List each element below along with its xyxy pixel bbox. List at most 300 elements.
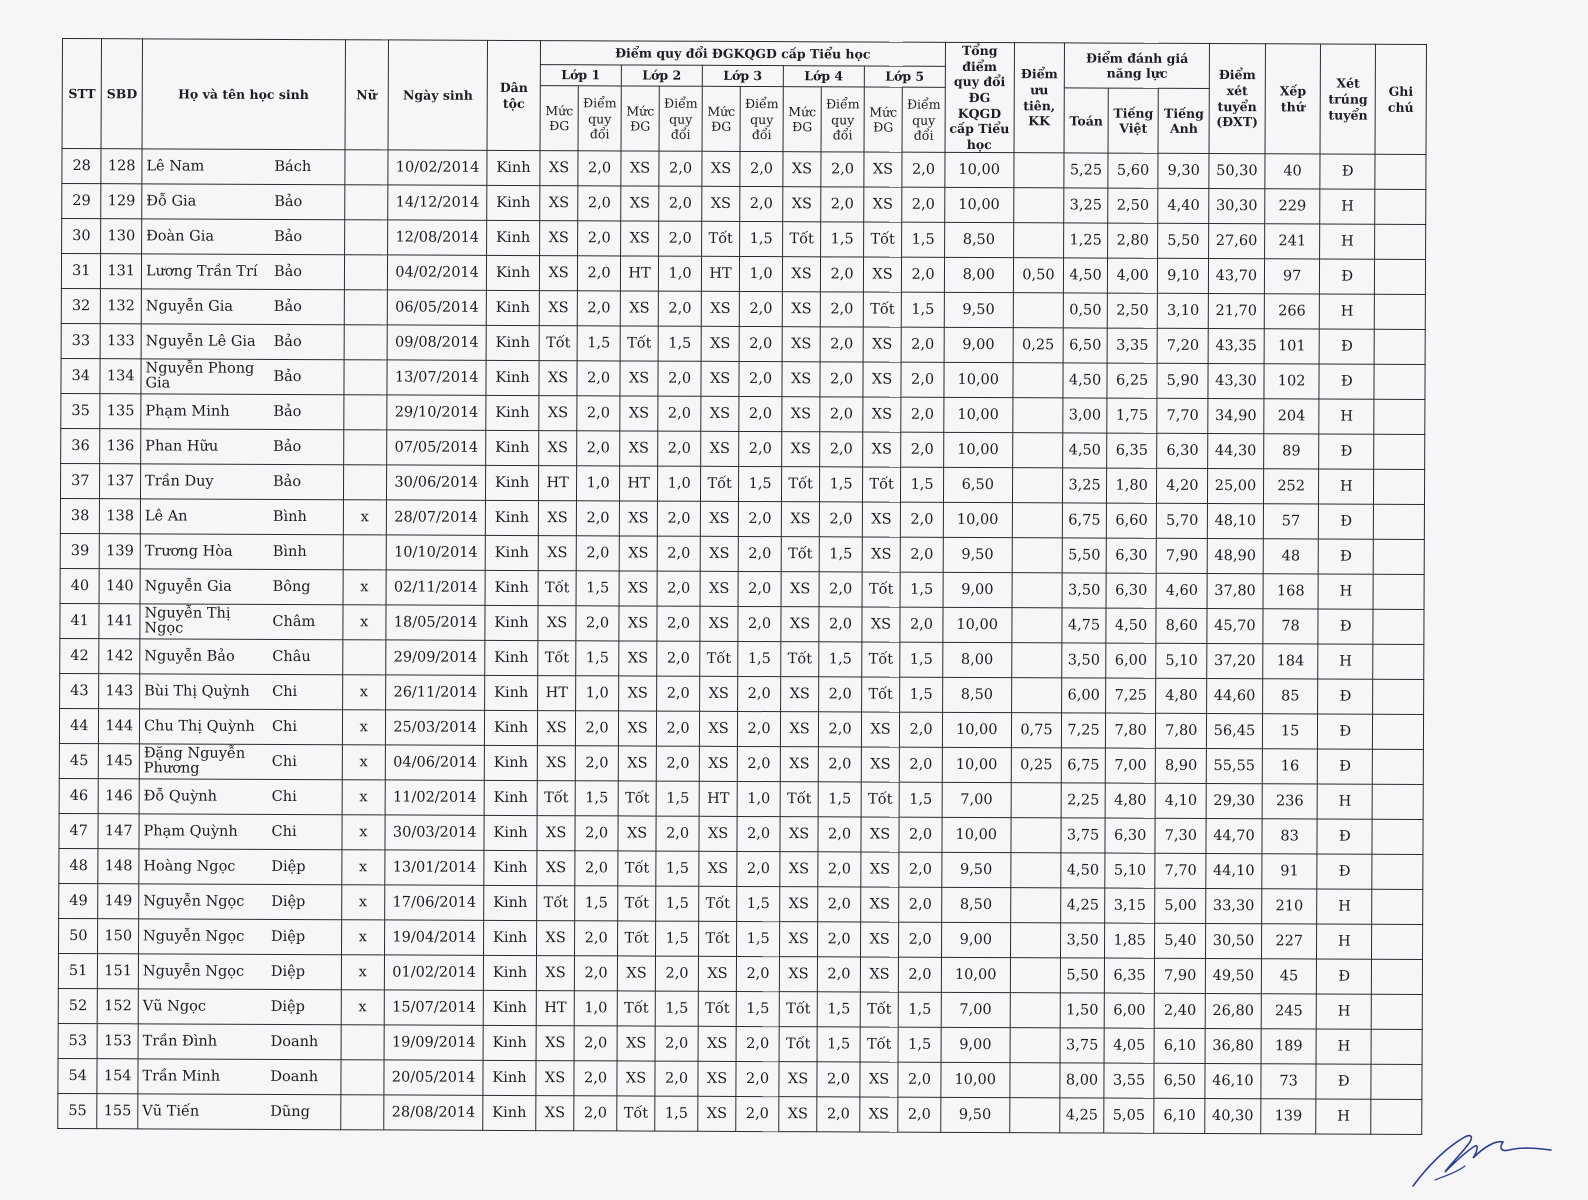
cell-dan-toc: Kinh xyxy=(487,221,540,256)
cell-ho-ten xyxy=(141,359,344,395)
student-given-name: Diệp xyxy=(271,859,306,876)
cell-lop2-muc: XS xyxy=(620,396,659,431)
cell-xep-thu: 45 xyxy=(1261,959,1317,994)
cell-lop3-diem: 2,0 xyxy=(737,817,780,852)
cell-toan: 0,50 xyxy=(1064,293,1108,328)
cell-lop2-muc: XS xyxy=(618,676,657,711)
cell-nu xyxy=(344,185,388,220)
cell-lop3-diem: 1,5 xyxy=(738,642,781,677)
cell-ngay-sinh: 04/02/2014 xyxy=(387,255,486,290)
cell-ghi-chu xyxy=(1371,1065,1422,1100)
cell-uu-tien xyxy=(1010,1028,1061,1063)
student-given-name: Bảo xyxy=(274,229,303,246)
cell-lop4-diem: 2,0 xyxy=(819,607,862,642)
cell-trung-tuyen: H xyxy=(1319,399,1374,434)
cell-xep-thu: 229 xyxy=(1264,189,1320,224)
cell-xep-thu: 204 xyxy=(1264,399,1320,434)
cell-lop3-diem: 1,5 xyxy=(737,992,780,1027)
cell-tieng-viet: 5,60 xyxy=(1108,153,1159,188)
cell-lop5-muc: XS xyxy=(860,957,899,992)
cell-uu-tien xyxy=(1012,468,1063,503)
student-surname: Nguyễn Ngọc xyxy=(142,963,245,980)
cell-uu-tien xyxy=(1011,643,1062,678)
student-given-name: Doanh xyxy=(270,1069,319,1086)
cell-toan: 3,50 xyxy=(1061,923,1105,958)
cell-ho-ten xyxy=(138,989,341,1025)
cell-lop2-diem: 2,0 xyxy=(657,571,700,606)
cell-tong-diem: 8,00 xyxy=(944,258,1013,293)
cell-lop1-diem: 2,0 xyxy=(577,536,620,571)
cell-xep-thu: 89 xyxy=(1263,434,1319,469)
table-row xyxy=(59,744,1423,785)
student-given-name: Bảo xyxy=(273,334,302,351)
cell-lop5-muc: XS xyxy=(863,362,902,397)
cell-ho-ten xyxy=(138,954,341,990)
cell-lop5-muc: XS xyxy=(862,537,901,572)
cell-lop5-diem: 1,5 xyxy=(902,293,945,328)
cell-nu: x xyxy=(343,570,387,605)
col-uu-tien: Điểm ưu tiên, KK xyxy=(1014,43,1065,154)
cell-ghi-chu xyxy=(1373,610,1424,645)
cell-dxt: 29,30 xyxy=(1206,784,1262,819)
cell-lop3-muc: XS xyxy=(700,502,739,537)
cell-stt: 34 xyxy=(61,359,101,394)
cell-dxt: 44,10 xyxy=(1206,854,1262,889)
cell-ho-ten xyxy=(140,569,343,605)
cell-sbd: 145 xyxy=(99,744,140,779)
cell-lop2-diem: 1,0 xyxy=(659,256,702,291)
cell-uu-tien xyxy=(1011,818,1062,853)
student-surname: Hoàng Ngọc xyxy=(143,858,236,875)
cell-dxt: 27,60 xyxy=(1209,224,1265,259)
cell-xep-thu: 83 xyxy=(1262,819,1318,854)
group-diem-quy-doi: Điểm quy đổi ĐGKQGD cấp Tiểu học xyxy=(540,41,945,67)
cell-lop2-muc: XS xyxy=(619,641,658,676)
cell-ghi-chu xyxy=(1372,890,1423,925)
cell-lop5-muc: XS xyxy=(860,1097,899,1132)
cell-ho-ten xyxy=(138,919,341,955)
cell-tieng-viet: 2,50 xyxy=(1108,188,1159,223)
cell-sbd: 133 xyxy=(101,324,142,359)
cell-toan: 6,00 xyxy=(1062,678,1106,713)
cell-ngay-sinh: 09/08/2014 xyxy=(387,325,486,360)
cell-dan-toc: Kinh xyxy=(484,851,537,886)
cell-tieng-anh: 2,40 xyxy=(1155,994,1206,1029)
cell-ho-ten xyxy=(142,219,345,255)
cell-lop2-diem: 2,0 xyxy=(659,291,702,326)
cell-lop3-diem: 2,0 xyxy=(736,1062,779,1097)
cell-lop4-muc: XS xyxy=(780,747,819,782)
group-lop-5: Lớp 5 xyxy=(864,66,945,88)
cell-stt: 52 xyxy=(58,989,98,1024)
cell-lop5-diem: 2,0 xyxy=(898,1063,941,1098)
cell-tieng-viet: 6,60 xyxy=(1106,503,1157,538)
cell-lop4-muc: XS xyxy=(783,187,822,222)
cell-tong-diem: 9,50 xyxy=(941,1098,1010,1133)
cell-lop1-diem: 1,5 xyxy=(575,781,618,816)
cell-toan: 4,25 xyxy=(1060,1098,1104,1133)
cell-ho-ten xyxy=(141,324,344,360)
cell-dan-toc: Kinh xyxy=(486,291,539,326)
cell-trung-tuyen: H xyxy=(1319,469,1374,504)
cell-lop3-diem: 2,0 xyxy=(740,187,783,222)
cell-ngay-sinh: 28/08/2014 xyxy=(384,1095,483,1130)
cell-ngay-sinh: 15/07/2014 xyxy=(384,990,483,1025)
cell-tieng-viet: 6,00 xyxy=(1106,643,1157,678)
cell-lop1-muc: XS xyxy=(539,431,578,466)
cell-lop3-diem: 2,0 xyxy=(739,327,782,362)
cell-lop4-diem: 2,0 xyxy=(817,1062,860,1097)
cell-lop3-diem: 1,5 xyxy=(737,922,780,957)
cell-lop5-diem: 1,5 xyxy=(899,783,942,818)
cell-lop2-muc: XS xyxy=(617,1026,656,1061)
cell-tong-diem: 9,00 xyxy=(941,923,1010,958)
cell-ghi-chu xyxy=(1375,260,1426,295)
student-given-name: Chi xyxy=(271,754,297,771)
cell-tieng-viet: 7,00 xyxy=(1105,748,1156,783)
cell-tieng-anh: 5,40 xyxy=(1155,924,1206,959)
cell-lop2-muc: XS xyxy=(618,711,657,746)
cell-dxt: 37,80 xyxy=(1207,574,1263,609)
student-given-name: Diệp xyxy=(270,964,306,981)
cell-lop5-diem: 2,0 xyxy=(900,608,943,643)
student-given-name: Bình xyxy=(272,509,307,526)
cell-ghi-chu xyxy=(1374,435,1425,470)
cell-tieng-anh: 4,10 xyxy=(1156,784,1207,819)
cell-lop4-muc: XS xyxy=(781,607,820,642)
cell-lop4-muc: XS xyxy=(782,327,821,362)
cell-lop5-diem: 2,0 xyxy=(901,433,944,468)
results-sheet xyxy=(57,38,1427,1135)
cell-nu xyxy=(342,640,386,675)
cell-ho-ten xyxy=(141,254,344,290)
col-dxt: Điểm xét tuyển (ĐXT) xyxy=(1209,44,1265,155)
cell-lop5-diem: 1,5 xyxy=(898,993,941,1028)
cell-dan-toc: Kinh xyxy=(486,466,539,501)
cell-tong-diem: 10,00 xyxy=(943,433,1012,468)
cell-xep-thu: 241 xyxy=(1264,224,1320,259)
table-row xyxy=(61,254,1425,295)
cell-lop1-muc: HT xyxy=(538,466,577,501)
cell-tong-diem: 10,00 xyxy=(944,398,1013,433)
cell-xep-thu: 102 xyxy=(1264,364,1320,399)
cell-stt: 28 xyxy=(62,149,102,184)
cell-dxt: 33,30 xyxy=(1206,889,1262,924)
cell-ngay-sinh: 04/06/2014 xyxy=(385,745,484,780)
cell-trung-tuyen: Đ xyxy=(1318,609,1373,644)
cell-ngay-sinh: 19/04/2014 xyxy=(385,920,484,955)
cell-lop5-muc: XS xyxy=(863,257,902,292)
cell-trung-tuyen: H xyxy=(1317,994,1372,1029)
cell-dan-toc: Kinh xyxy=(486,361,539,396)
cell-lop5-diem: 2,0 xyxy=(899,853,942,888)
cell-tong-diem: 6,50 xyxy=(943,468,1012,503)
col-diem-quy-doi: Điểm quy đổi xyxy=(902,88,945,153)
cell-lop2-muc: HT xyxy=(620,256,659,291)
table-row xyxy=(58,1024,1422,1065)
cell-lop5-muc: Tốt xyxy=(862,642,901,677)
cell-tieng-anh: 8,90 xyxy=(1156,749,1207,784)
cell-lop1-muc: XS xyxy=(539,256,578,291)
cell-lop5-muc: XS xyxy=(861,817,900,852)
cell-tong-diem: 8,50 xyxy=(944,223,1013,258)
col-tieng-anh: Tiếng Anh xyxy=(1158,89,1209,154)
cell-lop4-diem: 2,0 xyxy=(819,747,862,782)
cell-lop2-muc: XS xyxy=(621,186,660,221)
cell-uu-tien: 0,25 xyxy=(1013,328,1064,363)
cell-xep-thu: 227 xyxy=(1261,924,1317,959)
student-surname: Nguyễn Phong Gia xyxy=(145,360,255,392)
cell-lop5-diem: 2,0 xyxy=(898,1098,941,1133)
cell-lop3-muc: Tốt xyxy=(701,222,740,257)
cell-trung-tuyen: Đ xyxy=(1320,329,1375,364)
cell-nu: x xyxy=(341,815,385,850)
student-surname: Đoàn Gia xyxy=(146,228,215,245)
table-row xyxy=(58,954,1422,995)
cell-lop4-muc: XS xyxy=(782,257,821,292)
cell-ngay-sinh: 28/07/2014 xyxy=(386,500,485,535)
cell-dxt: 45,70 xyxy=(1207,609,1263,644)
cell-trung-tuyen: Đ xyxy=(1320,154,1375,189)
cell-xep-thu: 85 xyxy=(1262,679,1318,714)
table-row xyxy=(61,324,1425,365)
table-row xyxy=(60,534,1424,575)
cell-toan: 6,75 xyxy=(1063,503,1107,538)
cell-lop2-muc: Tốt xyxy=(617,921,656,956)
cell-nu: x xyxy=(342,710,386,745)
cell-lop5-diem: 2,0 xyxy=(899,818,942,853)
cell-tong-diem: 9,50 xyxy=(942,853,1011,888)
cell-lop3-muc: Tốt xyxy=(698,992,737,1027)
cell-tieng-anh: 6,50 xyxy=(1154,1064,1205,1099)
cell-lop2-diem: 2,0 xyxy=(658,501,701,536)
student-given-name: Dũng xyxy=(270,1104,310,1121)
cell-ghi-chu xyxy=(1371,960,1422,995)
student-surname: Nguyễn Ngọc xyxy=(143,928,245,945)
table-row xyxy=(62,184,1426,225)
cell-trung-tuyen: H xyxy=(1316,1099,1371,1134)
cell-toan: 4,50 xyxy=(1063,363,1107,398)
cell-tieng-anh: 5,10 xyxy=(1156,644,1207,679)
col-trung-tuyen: Xét trúng tuyển xyxy=(1320,44,1375,155)
cell-ho-ten xyxy=(139,709,342,745)
cell-lop3-diem: 2,0 xyxy=(736,1027,779,1062)
cell-sbd: 131 xyxy=(101,254,142,289)
cell-ho-ten xyxy=(138,1059,341,1095)
student-surname: Bùi Thị Quỳnh xyxy=(144,683,250,700)
cell-dan-toc: Kinh xyxy=(486,396,539,431)
cell-lop3-diem: 2,0 xyxy=(738,747,781,782)
col-tieng-viet: Tiếng Việt xyxy=(1108,89,1159,154)
cell-ghi-chu xyxy=(1371,995,1422,1030)
admission-results-table xyxy=(57,38,1427,1135)
cell-lop2-diem: 2,0 xyxy=(659,151,702,186)
cell-stt: 39 xyxy=(60,534,100,569)
cell-tieng-viet: 4,50 xyxy=(1106,608,1157,643)
cell-lop3-diem: 2,0 xyxy=(740,152,783,187)
cell-lop5-muc: XS xyxy=(861,852,900,887)
cell-trung-tuyen: Đ xyxy=(1317,959,1372,994)
cell-ho-ten xyxy=(139,849,342,885)
cell-lop4-muc: XS xyxy=(782,292,821,327)
cell-lop2-diem: 2,0 xyxy=(658,536,701,571)
cell-lop3-muc: Tốt xyxy=(700,467,739,502)
cell-uu-tien xyxy=(1009,1098,1060,1133)
cell-lop2-muc: Tốt xyxy=(618,886,657,921)
cell-lop3-diem: 2,0 xyxy=(738,677,781,712)
cell-tieng-anh: 5,00 xyxy=(1155,889,1206,924)
cell-lop3-diem: 2,0 xyxy=(737,852,780,887)
table-row xyxy=(61,394,1425,435)
cell-tieng-anh: 9,10 xyxy=(1158,259,1209,294)
cell-nu: x xyxy=(342,745,386,780)
cell-uu-tien xyxy=(1013,363,1064,398)
student-given-name: Diệp xyxy=(270,999,305,1016)
cell-stt: 40 xyxy=(60,569,100,604)
cell-lop1-diem: 2,0 xyxy=(576,746,619,781)
cell-toan: 3,50 xyxy=(1062,643,1106,678)
cell-lop5-muc: XS xyxy=(860,922,899,957)
cell-sbd: 139 xyxy=(100,534,141,569)
table-row xyxy=(58,1094,1422,1135)
cell-sbd: 137 xyxy=(100,464,141,499)
cell-sbd: 138 xyxy=(100,499,141,534)
cell-lop4-muc: Tốt xyxy=(779,992,818,1027)
cell-lop3-muc: XS xyxy=(698,957,737,992)
cell-ngay-sinh: 10/10/2014 xyxy=(386,535,485,570)
cell-dan-toc: Kinh xyxy=(487,151,540,186)
cell-uu-tien xyxy=(1012,503,1063,538)
cell-lop3-muc: XS xyxy=(701,397,740,432)
table-row xyxy=(58,1059,1422,1100)
col-muc-dg: Mức ĐG xyxy=(864,87,903,152)
cell-lop1-muc: XS xyxy=(537,711,576,746)
student-surname: Lê Nam xyxy=(146,158,205,175)
cell-lop2-diem: 1,5 xyxy=(655,1096,698,1131)
student-given-name: Chi xyxy=(272,684,298,701)
cell-lop4-diem: 1,5 xyxy=(818,782,861,817)
cell-nu xyxy=(344,220,388,255)
cell-ngay-sinh: 06/05/2014 xyxy=(387,290,486,325)
cell-lop3-muc: HT xyxy=(701,257,740,292)
cell-lop4-diem: 2,0 xyxy=(818,852,861,887)
cell-lop5-muc: XS xyxy=(861,747,900,782)
cell-lop5-diem: 2,0 xyxy=(899,923,942,958)
cell-lop4-muc: Tốt xyxy=(781,537,820,572)
cell-dan-toc: Kinh xyxy=(485,536,538,571)
cell-dxt: 50,30 xyxy=(1209,154,1265,189)
cell-lop4-muc: XS xyxy=(780,712,819,747)
cell-lop1-muc: XS xyxy=(540,186,579,221)
cell-nu xyxy=(341,1025,385,1060)
cell-dxt: 30,30 xyxy=(1209,189,1265,224)
cell-stt: 35 xyxy=(61,394,101,429)
cell-lop1-diem: 1,0 xyxy=(575,991,618,1026)
cell-tong-diem: 10,00 xyxy=(941,958,1010,993)
cell-xep-thu: 168 xyxy=(1263,574,1319,609)
cell-lop2-muc: XS xyxy=(617,1061,656,1096)
cell-tieng-anh: 8,60 xyxy=(1156,609,1207,644)
cell-lop5-diem: 2,0 xyxy=(899,888,942,923)
cell-lop1-diem: 2,0 xyxy=(577,501,620,536)
cell-tieng-viet: 1,85 xyxy=(1104,923,1155,958)
cell-lop2-diem: 2,0 xyxy=(657,641,700,676)
cell-stt: 29 xyxy=(62,184,102,219)
cell-stt: 36 xyxy=(61,429,101,464)
cell-trung-tuyen: H xyxy=(1317,924,1372,959)
cell-lop3-diem: 2,0 xyxy=(739,432,782,467)
cell-lop4-muc: XS xyxy=(780,817,819,852)
cell-ngay-sinh: 29/10/2014 xyxy=(387,395,486,430)
student-surname: Trần Minh xyxy=(142,1068,221,1085)
cell-lop3-diem: 1,0 xyxy=(737,782,780,817)
cell-dxt: 44,60 xyxy=(1207,679,1263,714)
cell-ho-ten xyxy=(139,779,342,815)
cell-ngay-sinh: 25/03/2014 xyxy=(385,710,484,745)
cell-nu xyxy=(343,360,387,395)
cell-tieng-anh: 6,10 xyxy=(1154,1099,1205,1134)
cell-ghi-chu xyxy=(1373,715,1424,750)
cell-lop3-muc: XS xyxy=(702,187,741,222)
cell-lop2-muc: XS xyxy=(619,501,658,536)
student-given-name: Bảo xyxy=(273,299,302,316)
cell-lop4-diem: 1,5 xyxy=(819,642,862,677)
cell-toan: 3,50 xyxy=(1062,573,1106,608)
cell-stt: 37 xyxy=(60,464,100,499)
student-surname: Nguyễn Gia xyxy=(145,298,234,315)
cell-trung-tuyen: Đ xyxy=(1319,434,1374,469)
cell-lop1-muc: XS xyxy=(537,816,576,851)
table-row xyxy=(60,639,1424,680)
cell-dxt: 46,10 xyxy=(1205,1064,1261,1099)
cell-toan: 3,75 xyxy=(1061,818,1105,853)
student-surname: Nguyễn Gia xyxy=(144,578,232,595)
cell-toan: 4,75 xyxy=(1062,608,1106,643)
cell-lop4-diem: 2,0 xyxy=(817,1097,860,1132)
cell-ngay-sinh: 14/12/2014 xyxy=(388,185,487,220)
cell-lop1-muc: Tốt xyxy=(537,781,576,816)
cell-lop3-muc: XS xyxy=(699,852,738,887)
cell-lop4-diem: 2,0 xyxy=(820,397,863,432)
cell-dan-toc: Kinh xyxy=(486,326,539,361)
cell-ngay-sinh: 18/05/2014 xyxy=(386,605,485,640)
group-lop-2: Lớp 2 xyxy=(621,65,702,87)
cell-lop5-muc: Tốt xyxy=(861,782,900,817)
cell-lop2-diem: 2,0 xyxy=(658,431,701,466)
cell-lop4-muc: XS xyxy=(779,887,818,922)
cell-ho-ten xyxy=(141,429,344,465)
cell-tong-diem: 9,50 xyxy=(943,538,1012,573)
cell-lop3-diem: 2,0 xyxy=(739,537,782,572)
col-muc-dg: Mức ĐG xyxy=(702,87,741,152)
cell-trung-tuyen: Đ xyxy=(1317,854,1372,889)
cell-stt: 43 xyxy=(60,674,100,709)
cell-dan-toc: Kinh xyxy=(483,1096,536,1131)
cell-xep-thu: 184 xyxy=(1263,644,1319,679)
student-surname: Đỗ Quỳnh xyxy=(143,788,217,805)
cell-ngay-sinh: 17/06/2014 xyxy=(385,885,484,920)
cell-lop4-diem: 1,5 xyxy=(819,537,862,572)
cell-lop4-muc: XS xyxy=(782,362,821,397)
cell-lop4-diem: 2,0 xyxy=(819,677,862,712)
cell-lop1-muc: XS xyxy=(539,291,578,326)
student-given-name: Bông xyxy=(272,579,311,596)
cell-sbd: 153 xyxy=(98,1024,139,1059)
student-given-name: Doanh xyxy=(270,1034,319,1051)
cell-sbd: 140 xyxy=(100,569,141,604)
cell-tieng-anh: 4,40 xyxy=(1158,189,1209,224)
col-tong-diem: Tổng điểm quy đổi ĐG KQGD cấp Tiểu học xyxy=(945,42,1014,153)
